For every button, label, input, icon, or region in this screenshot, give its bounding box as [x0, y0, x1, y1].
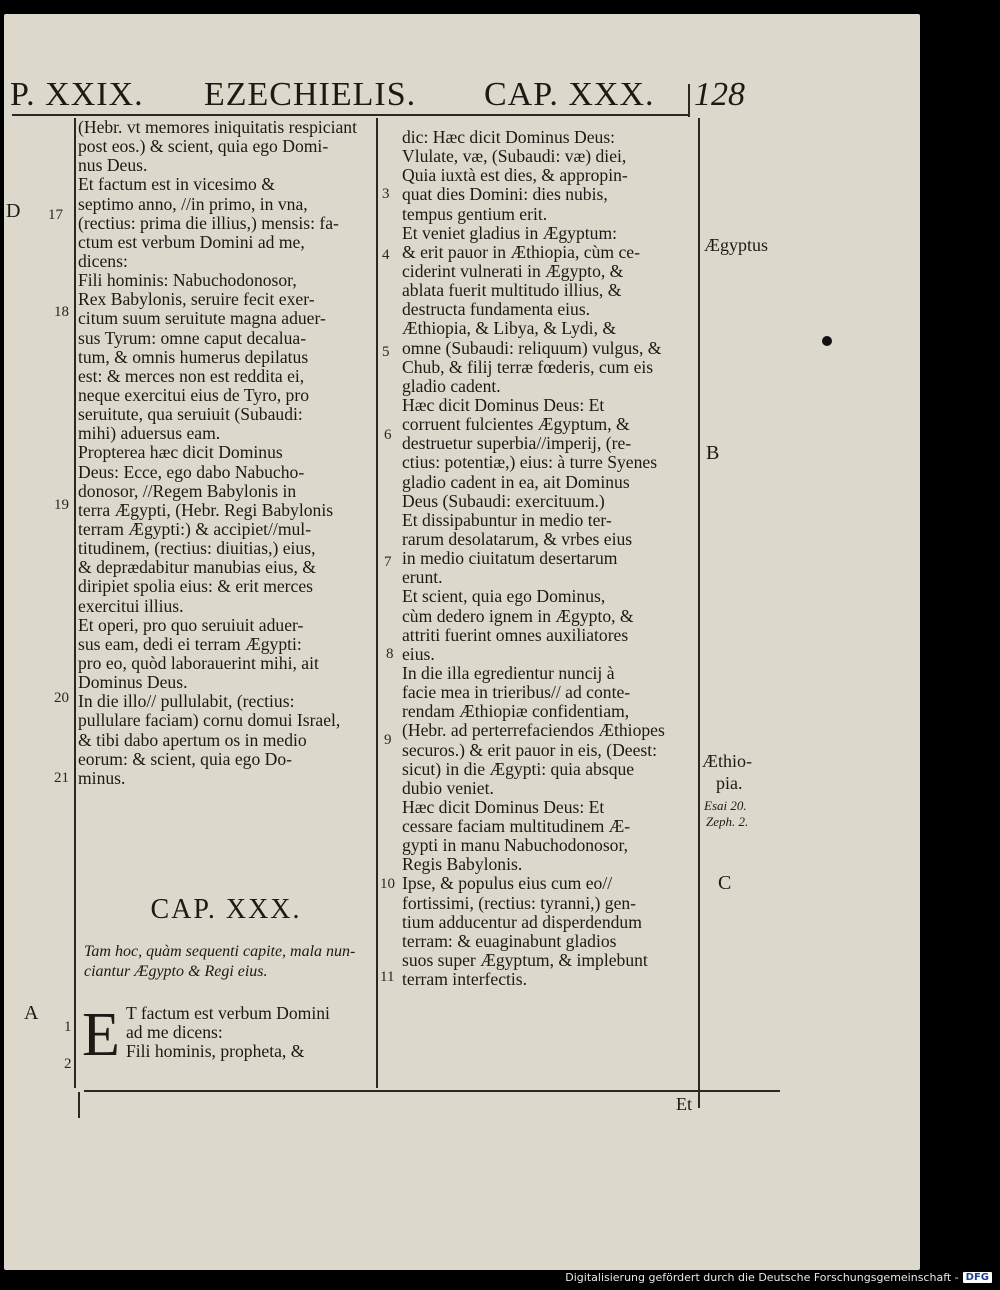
text-line: in medio ciuitatum desertarum [402, 549, 618, 569]
text-line: gypti in manu Nabuchodonosor, [402, 836, 629, 856]
text-line: ctius: potentiæ,) eius: à turre Syenes [402, 453, 658, 473]
book-page [4, 14, 920, 1270]
footer-text: Digitalisierung gefördert durch die Deutsche Forschungsgemeinschaft - [565, 1271, 959, 1284]
text-line: cessare faciam multitudinem Æ- [402, 817, 631, 837]
text-line: titudinem, (rectius: diuitias,) eius, [78, 539, 316, 559]
text-line: destructa fundamenta eius. [402, 300, 591, 320]
text-line: fortissimi, (rectius: tyranni,) gen- [402, 893, 637, 913]
margin-note-aegyptus: Ægyptus [704, 235, 769, 255]
text-line: Regis Babylonis. [402, 855, 523, 875]
text-line: destruetur superbia//imperij, (re- [402, 434, 632, 454]
text-line: diripiet spolia eius: & erit merces [78, 577, 314, 597]
text-line: Deus (Subaudi: exercituum.) [402, 491, 605, 511]
verse-number: 20 [54, 690, 69, 706]
folio-number: 128 [694, 76, 745, 113]
text-line: Chub, & filij terræ fœderis, cum eis [402, 357, 654, 377]
text-line: terra Ægypti, (Hebr. Regi Babylonis [78, 500, 334, 520]
text-line: Rex Babylonis, seruire fecit exer- [78, 290, 315, 310]
text-line: ciderint vulnerati in Ægypto, & [402, 261, 624, 281]
text-line: Æthiopia, & Libya, & Lydi, & [402, 319, 617, 339]
text-line: Dominus Deus. [78, 673, 188, 693]
verse-number: 19 [54, 497, 69, 513]
text-line: post eos.) & scient, quia ego Domi- [78, 137, 329, 157]
verse-number: 10 [380, 876, 395, 892]
text-line: attriti fuerint omnes auxiliatores [402, 625, 629, 645]
text-line: neque exercitui eius de Tyro, pro [78, 385, 309, 405]
text-line: dic: Hæc dicit Dominus Deus: [402, 128, 616, 147]
verse-number: 9 [384, 732, 392, 748]
text-line: citum suum seruitute magna aduer- [78, 309, 326, 329]
text-line: suos super Ægyptum, & implebunt [402, 951, 648, 971]
text-line: (Hebr. ad perterrefaciendos Æthiopes [402, 721, 665, 741]
verse-number: 3 [382, 186, 390, 202]
right-column-text [402, 128, 696, 989]
text-line: Vlulate, væ, (Subaudi: væ) diei, [402, 147, 627, 167]
text-line: est: & merces non est reddita ei, [78, 366, 305, 386]
text-line: terram Ægypti:) & accipiet//mul- [78, 519, 312, 539]
text-line: gladio cadent. [402, 376, 501, 396]
text-line: tempus gentium erit. [402, 204, 548, 224]
margin-letter-c: C [718, 872, 732, 894]
text-line: ciantur Ægypto & Regi eius. [84, 963, 268, 980]
text-line: pro eo, quòd laborauerint mihi, ait [78, 653, 319, 673]
text-line: mihi) aduersus eam. [78, 424, 221, 444]
left-column-text-continued [126, 1004, 376, 1061]
verse-number: 17 [48, 207, 63, 223]
header-chapter: CAP. XXX. [484, 76, 655, 113]
verse-number: 5 [382, 344, 390, 360]
text-line: pullulare faciam) cornu domui Israel, [78, 711, 341, 731]
text-line: Et operi, pro quo seruiuit aduer- [78, 615, 304, 635]
text-line: In die illa egredientur nuncij à [402, 663, 615, 683]
footer-credit [565, 1271, 992, 1284]
verse-number: 21 [54, 770, 69, 786]
text-line: erunt. [402, 568, 443, 588]
text-line: septimo anno, //in primo, in vna, [78, 194, 308, 214]
text-line: Hæc dicit Dominus Deus: Et [402, 797, 605, 817]
text-line: Tam hoc, quàm sequenti capite, mala nun- [84, 943, 356, 960]
column-rule-right [698, 118, 700, 1108]
text-line: minus. [78, 768, 126, 788]
text-line: Quia iuxtà est dies, & appropin- [402, 166, 628, 186]
text-line: & deprædabitur manubias eius, & [78, 558, 316, 578]
left-column-text [78, 118, 374, 788]
header-rule-tick [688, 84, 690, 117]
text-line: terram interfectis. [402, 970, 528, 990]
text-line: & erit pauor in Æthiopia, cùm ce- [402, 242, 640, 262]
verse-number: 18 [54, 304, 69, 320]
column-rule-middle [376, 118, 378, 1088]
margin-note-aethiopia: Æthio- [702, 751, 753, 771]
text-line: Et factum est in vicesimo & [78, 175, 275, 195]
text-line: rendam Æthiopiæ confidentiam, [402, 702, 630, 722]
verse-number: 1 [64, 1019, 72, 1035]
text-line: gladio cadent in ea, ait Dominus [402, 472, 630, 492]
margin-reference: Zeph. 2. [706, 814, 749, 829]
text-line: (Hebr. vt memores iniquitatis respiciant [78, 118, 357, 137]
bottom-rule [84, 1090, 780, 1092]
verse-number: 4 [382, 247, 390, 263]
text-line: exercitui illius. [78, 596, 184, 616]
text-line: eorum: & scient, quia ego Do- [78, 749, 293, 769]
text-line: tium adducentur ad disperdendum [402, 912, 642, 932]
catchword: Et [676, 1094, 692, 1114]
text-line: sus eam, dedi ei terram Ægypti: [78, 634, 302, 654]
text-line: Et scient, quia ego Dominus, [402, 587, 606, 607]
text-line: quat dies Domini: dies nubis, [402, 185, 608, 205]
verse-number: 2 [64, 1056, 72, 1072]
bottom-rule-tick [78, 1092, 80, 1118]
text-line: & tibi dabo apertum os in medio [78, 730, 307, 750]
header-rule [12, 114, 688, 116]
verse-number: 8 [386, 646, 394, 662]
verse-number: 11 [380, 969, 395, 985]
text-line: ctum est verbum Domini ad me, [78, 232, 305, 252]
text-line: Deus: Ecce, ego dabo Nabucho- [78, 462, 305, 482]
margin-letter-a: A [24, 1002, 39, 1024]
text-line: tum, & omnis humerus depilatus [78, 347, 309, 367]
chapter-heading: CAP. XXX. [150, 894, 302, 925]
text-line: ablata fuerit multitudo illius, & [402, 281, 622, 301]
margin-note-aethiopia-cont: pia. [716, 773, 743, 793]
text-line: Ipse, & populus eius cum eo// [402, 874, 613, 894]
text-line: ad me dicens: [126, 1023, 223, 1043]
text-line: corruent fulcientes Ægyptum, & [402, 415, 630, 435]
text-line: cùm dedero ignem in Ægypto, & [402, 606, 634, 626]
text-line: terram: & euaginabunt gladios [402, 931, 617, 951]
text-line: Fili hominis, propheta, & [126, 1042, 305, 1062]
text-line: (rectius: prima die illius,) mensis: fa- [78, 213, 339, 233]
text-line: rarum desolatarum, & vrbes eius [402, 529, 633, 549]
text-line: seruitute, qua seruiuit (Subaudi: [78, 405, 303, 425]
text-line: facie mea in trieribus// ad conte- [402, 683, 631, 703]
text-line: eius. [402, 644, 435, 664]
text-line: dubio veniet. [402, 778, 494, 798]
text-line: sicut) in die Ægypti: quia absque [402, 759, 635, 779]
text-line: securos.) & erit pauor in eis, (Deest: [402, 740, 658, 760]
text-line: Et veniet gladius in Ægyptum: [402, 223, 618, 243]
ink-dot [822, 336, 832, 346]
text-line: donosor, //Regem Babylonis in [78, 481, 297, 501]
header-title: EZECHIELIS. [204, 76, 417, 113]
text-line: omne (Subaudi: reliquum) vulgus, & [402, 338, 662, 358]
verse-number: 6 [384, 427, 392, 443]
margin-letter-d: D [6, 200, 21, 222]
margin-reference: Esai 20. [704, 798, 747, 813]
header-left: P. XXIX. [10, 76, 144, 113]
dfg-logo: DFG [963, 1272, 992, 1283]
text-line: Propterea hæc dicit Dominus [78, 443, 283, 463]
text-line: dicens: [78, 251, 128, 271]
margin-letter-b: B [706, 442, 720, 464]
column-rule-left [74, 118, 76, 1088]
chapter-summary [84, 942, 376, 982]
text-line: nus Deus. [78, 156, 148, 176]
verse-number: 7 [384, 554, 392, 570]
text-line: Et dissipabuntur in medio ter- [402, 510, 612, 530]
drop-cap: E [82, 1001, 120, 1069]
text-line: sus Tyrum: omne caput decalua- [78, 328, 307, 348]
text-line: T factum est verbum Domini [126, 1004, 330, 1023]
text-line: Hæc dicit Dominus Deus: Et [402, 395, 605, 415]
text-line: Fili hominis: Nabuchodonosor, [78, 271, 297, 291]
text-line: In die illo// pullulabit, (rectius: [78, 692, 295, 712]
